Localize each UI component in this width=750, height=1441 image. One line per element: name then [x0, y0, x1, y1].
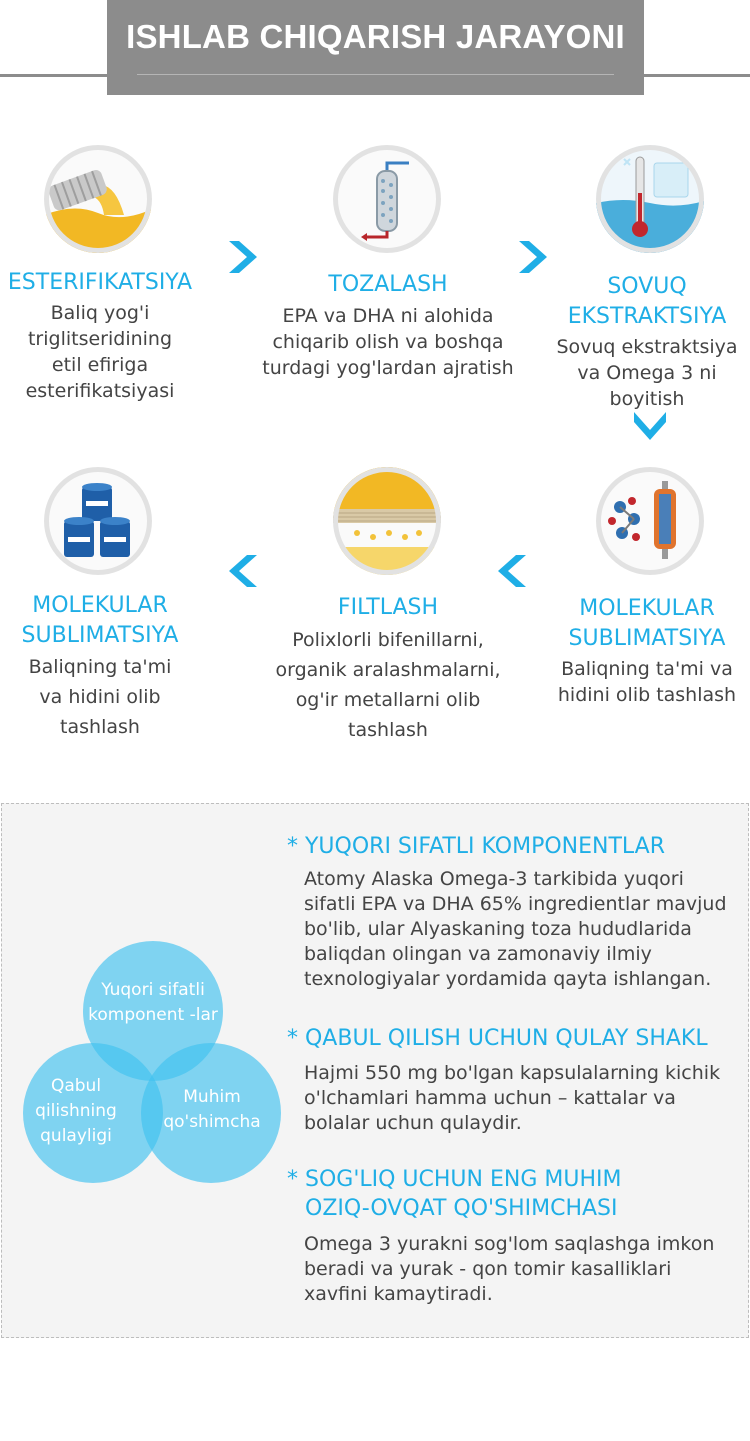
header-underline: [137, 74, 614, 75]
oil-pipe-icon: [44, 145, 152, 253]
feature-title: * SOG'LIQ UCHUN ENG MUHIM OZIQ-OVQAT QO'SHIMCHASI: [287, 1167, 622, 1221]
step-description: Baliqning ta'mi va hidini olib tashlash: [557, 658, 737, 706]
venn-diagram: [2, 804, 292, 1339]
chevron-right-icon: [229, 241, 257, 273]
filter-icon: [333, 467, 441, 575]
chevron-left-icon: [498, 555, 526, 587]
step-description: Polixlorli bifenillarni, organik aralashmalarni, og'ir metallarni olib tashlash: [275, 629, 501, 741]
header-banner: [107, 0, 644, 95]
step-description: Baliqning ta'mi va hidini olib tashlash: [28, 656, 172, 738]
thermometer-icon: [596, 145, 704, 253]
feature-title: * QABUL QILISH UCHUN QULAY SHAKL: [287, 1026, 708, 1051]
step-title: MOLEKULAR SUBLIMATSIYA: [21, 593, 179, 648]
step-title: FILTLASH: [337, 595, 439, 620]
feature-description: Omega 3 yurakni sog'lom saqlashga imkon beradi va yurak - qon tomir kasalliklari xavfini kamaytiradi.: [304, 1233, 715, 1305]
step-description: Sovuq ekstraktsiya va Omega 3 ni boyitish: [556, 336, 738, 410]
step-title: MOLEKULAR SUBLIMATSIYA: [568, 596, 726, 651]
chevron-left-icon: [229, 555, 257, 587]
chevron-down-icon: [634, 412, 666, 440]
chevron-right-icon: [519, 241, 547, 273]
benefits-panel: [1, 803, 749, 1338]
barrels-icon: [44, 467, 152, 575]
molecule-distiller-icon: [596, 467, 704, 575]
step-title: ESTERIFIKATSIYA: [7, 270, 193, 295]
feature-description: Atomy Alaska Omega-3 tarkibida yuqori sifatli EPA va DHA 65% ingredientlar mavjud bo'lib, ular Alyaskaning toza hududlarida baliqdan olingan va zamonaviy ilmiy texnologiyalar yordamida qayta ishlangan.: [304, 868, 727, 990]
step-description: Baliq yog'i triglitseridining etil efiriga esterifikatsiyasi: [25, 302, 175, 402]
venn-label-left: Qabul qilishning qulayligi: [35, 1076, 117, 1146]
step-description: EPA va DHA ni alohida chiqarib olish va boshqa turdagi yog'lardan ajratish: [262, 305, 514, 379]
venn-label-top: Yuqori sifatli komponent -lar: [88, 980, 218, 1025]
page-title: ISHLAB CHIQARISH JARAYONI: [126, 18, 625, 55]
feature-title: * YUQORI SIFATLI KOMPONENTLAR: [287, 834, 665, 859]
step-title: SOVUQ EKSTRAKTSIYA: [567, 274, 727, 329]
step-title: TOZALASH: [328, 272, 448, 297]
purification-column-icon: [333, 145, 441, 253]
feature-description: Hajmi 550 mg bo'lgan kapsulalarning kichik o'lchamlari hamma uchun – kattalar va bolalar uchun qulaydir.: [304, 1062, 721, 1134]
venn-label-right: Muhim qo'shimcha: [163, 1087, 261, 1132]
